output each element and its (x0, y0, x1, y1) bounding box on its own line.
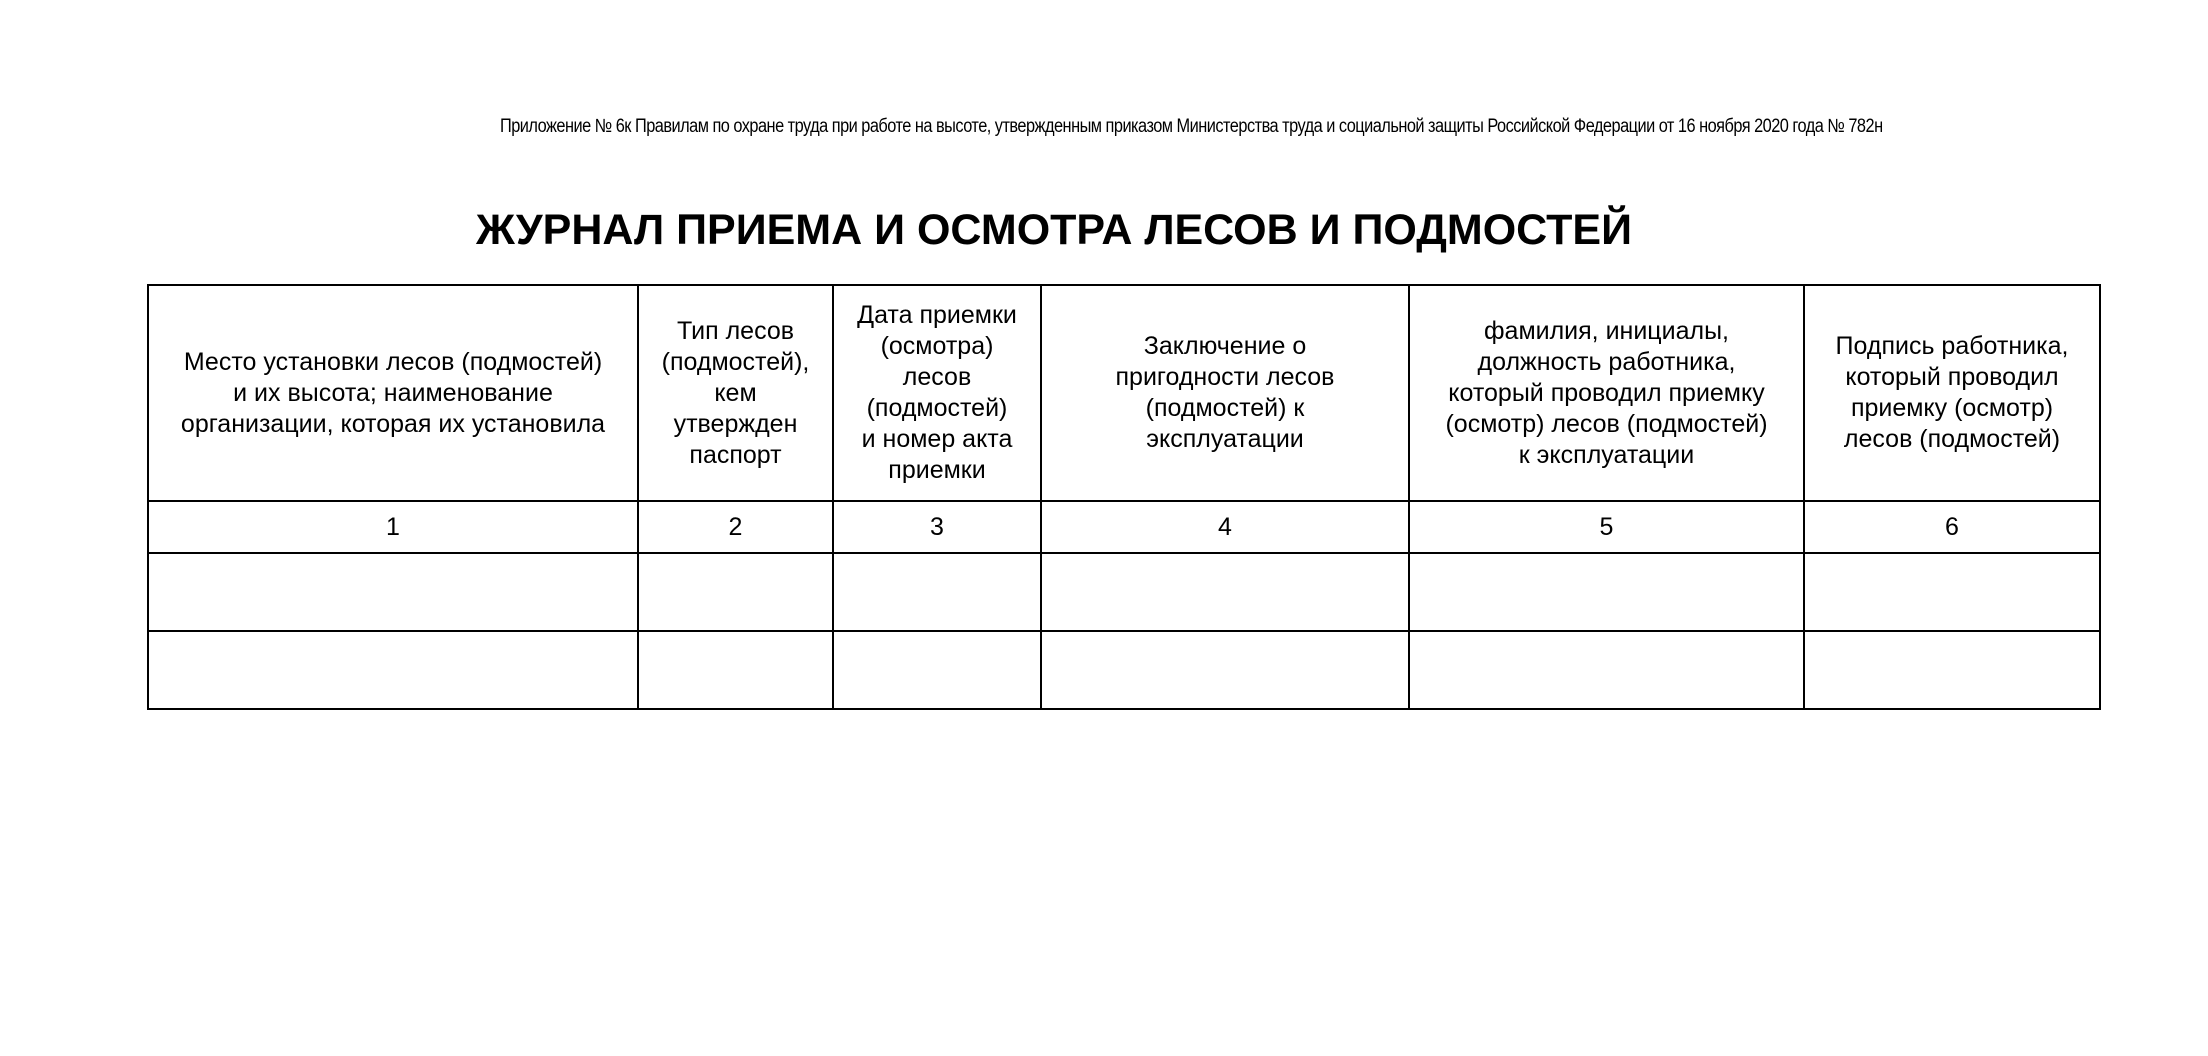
header-cell-conclusion (1041, 285, 1409, 501)
table-cell[interactable] (148, 631, 638, 709)
journal-table (147, 284, 2101, 710)
header-text: Место установки лесов (подмостей) и их высота; наименование организации, которая их установила (180, 347, 606, 438)
table-row (148, 553, 2100, 631)
table-cell[interactable] (1804, 631, 2100, 709)
appendix-note: Приложение № 6к Правилам по охране труда при работе на высоте, утвержденным приказом Министерства труда и социальной защиты Российской Федерации от 16 ноября 2020 года № 782н (500, 116, 1883, 137)
table-cell[interactable] (638, 631, 833, 709)
column-number: 5 (1409, 501, 1804, 553)
header-cell-inspector (1409, 285, 1804, 501)
header-text: фамилия, инициалы, должность работника, который проводил приемку (осмотр) лесов (подмостей) к эксплуатации (1445, 316, 1768, 469)
column-number: 6 (1804, 501, 2100, 553)
column-number: 3 (833, 501, 1041, 553)
table-header-row (148, 285, 2100, 501)
header-cell-signature (1804, 285, 2100, 501)
table-cell[interactable] (1041, 631, 1409, 709)
table-cell[interactable] (1041, 553, 1409, 631)
column-number: 1 (148, 501, 638, 553)
table-cell[interactable] (833, 631, 1041, 709)
header-cell-type (638, 285, 833, 501)
column-number: 4 (1041, 501, 1409, 553)
header-text: Тип лесов (подмостей), кем утвержден паспорт (661, 316, 810, 469)
table-cell[interactable] (1804, 553, 2100, 631)
table-cell[interactable] (1409, 631, 1804, 709)
header-cell-location (148, 285, 638, 501)
page-title: ЖУРНАЛ ПРИЕМА И ОСМОТРА ЛЕСОВ И ПОДМОСТЕЙ (476, 206, 1632, 254)
header-text: Подпись работника, который проводил приемку (осмотр) лесов (подмостей) (1835, 332, 2069, 453)
table-row (148, 631, 2100, 709)
table-cell[interactable] (833, 553, 1041, 631)
table-cell[interactable] (638, 553, 833, 631)
header-text: Заключение о пригодности лесов (подмостей) к эксплуатации (1115, 332, 1335, 453)
header-text: Дата приемки (осмотра) лесов (подмостей) и номер акта приемки (857, 301, 1017, 484)
table-cell[interactable] (148, 553, 638, 631)
table-cell[interactable] (1409, 553, 1804, 631)
column-number-row (148, 501, 2100, 553)
column-number: 2 (638, 501, 833, 553)
header-cell-date (833, 285, 1041, 501)
